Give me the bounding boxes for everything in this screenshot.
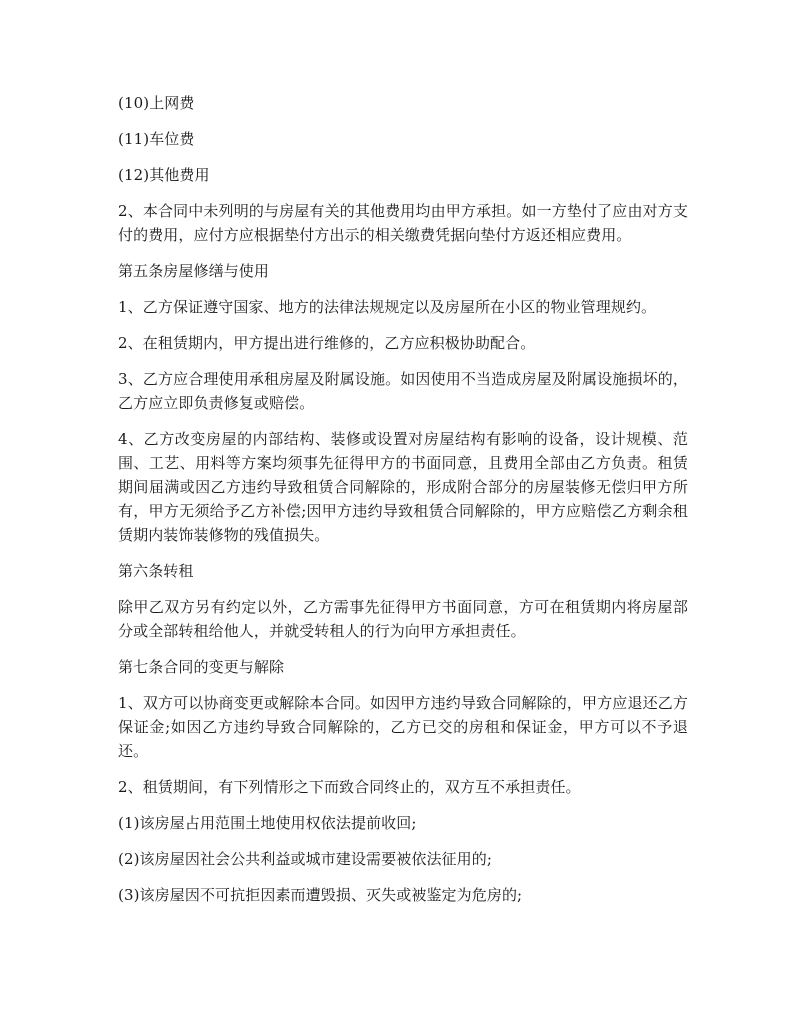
clause-6: 除甲乙双方另有约定以外，乙方需事先征得甲方书面同意，方可在租赁期内将房屋部分或全部转租给他人，并就受转租人的行为向甲方承担责任。 [118,598,688,640]
clause-7-2: 2、租赁期间，有下列情形之下而致合同终止的，双方互不承担责任。 [118,778,581,796]
clause-5-2: 2、在租赁期内，甲方提出进行维修的，乙方应积极协助配合。 [118,334,536,352]
section-heading-6: 第六条转租 [118,562,194,580]
document-page [118,91,688,919]
clause-5-3: 3、乙方应合理使用承租房屋及附属设施。如因使用不当造成房屋及附属设施损坏的，乙方应立即负责修复或赔偿。 [118,370,688,412]
condition-item-3: (3)该房屋因不可抗拒因素而遭毁损、灭失或被鉴定为危房的; [118,886,523,904]
fee-item-12: (12)其他费用 [118,166,210,184]
section-heading-5: 第五条房屋修缮与使用 [118,262,270,280]
condition-item-1: (1)该房屋占用范围土地使用权依法提前收回; [118,814,417,832]
clause-7-1: 1、双方可以协商变更或解除本合同。如因甲方违约导致合同解除的，甲方应退还乙方保证金;如因乙方违约导致合同解除的，乙方已交的房租和保证金，甲方可以不予退还。 [118,694,688,760]
fee-item-10: (10)上网费 [118,94,195,112]
clause-other-fees: 2、本合同中未列明的与房屋有关的其他费用均由甲方承担。如一方垫付了应由对方支付的费用，应付方应根据垫付方出示的相关缴费凭据向垫付方返还相应费用。 [118,202,688,244]
clause-5-1: 1、乙方保证遵守国家、地方的法律法规规定以及房屋所在小区的物业管理规约。 [118,298,657,316]
fee-item-11: (11)车位费 [118,130,195,148]
clause-5-4: 4、乙方改变房屋的内部结构、装修或设置对房屋结构有影响的设备，设计规模、范围、工艺、用料等方案均须事先征得甲方的书面同意，且费用全部由乙方负责。租赁期间届满或因乙方违约导致租赁合同解除的，形成附合部分的房屋装修无偿归甲方所有，甲方无须给予乙方补偿;因甲方违约导致租赁合同解除的，甲方应赔偿乙方剩余租赁期内装饰装修物的残值损失。 [118,430,688,544]
condition-item-2: (2)该房屋因社会公共利益或城市建设需要被依法征用的; [118,850,493,868]
section-heading-7: 第七条合同的变更与解除 [118,658,285,676]
